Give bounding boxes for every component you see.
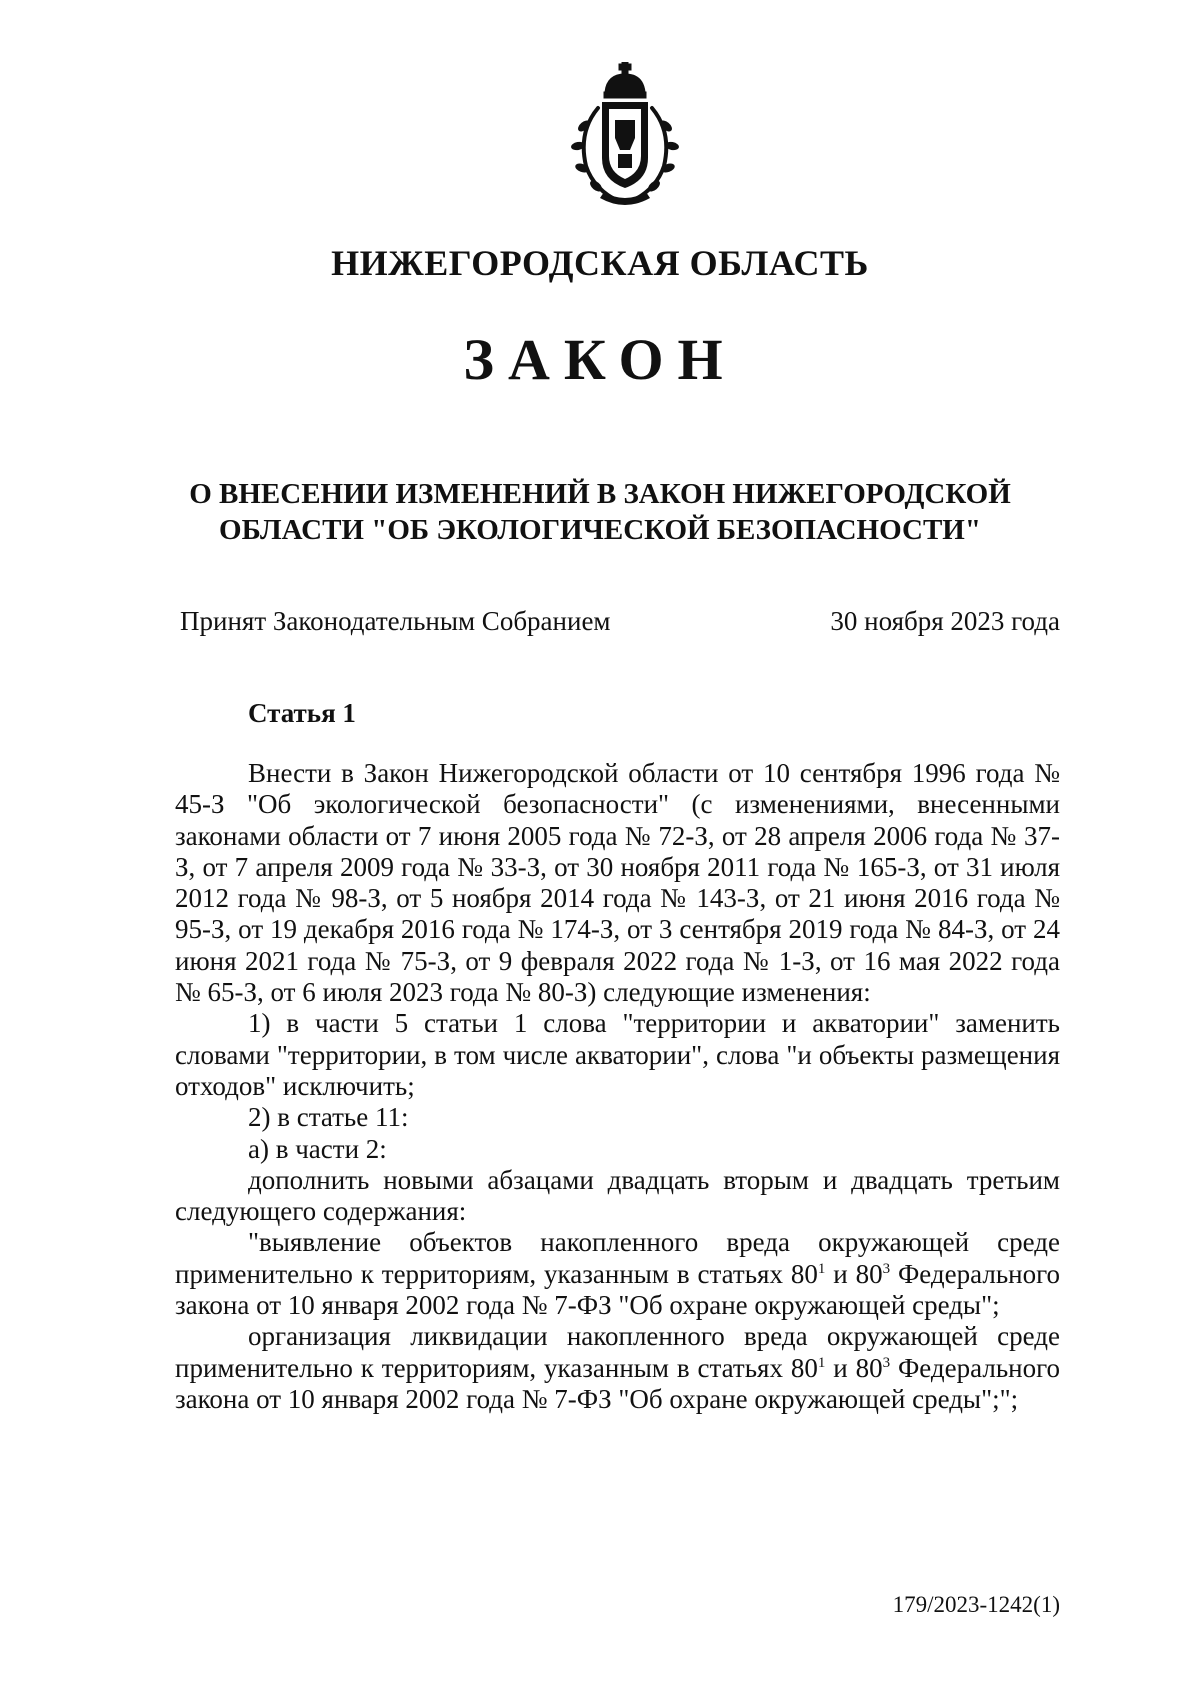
article-body bbox=[175, 758, 1060, 1415]
adoption-line bbox=[180, 606, 1060, 637]
amendment-item-2a-text: дополнить новыми абзацами двадцать вторым и двадцать третьим следующего содержания: bbox=[175, 1164, 1060, 1227]
document-type-heading: ЗАКОН bbox=[463, 327, 737, 392]
law-title: О ВНЕСЕНИИ ИЗМЕНЕНИЙ В ЗАКОН НИЖЕГОРОДСКОЙ ОБЛАСТИ "ОБ ЭКОЛОГИЧЕСКОЙ БЕЗОПАСНОСТИ" bbox=[189, 478, 1011, 546]
region-name: НИЖЕГОРОДСКАЯ ОБЛАСТЬ bbox=[331, 243, 869, 283]
quoted-paragraph-1: "выявление объектов накопленного вреда окружающей среде применительно к территориям, указанным в статьях $80^1$ и $80^3$ Федерального закона от 10 января 2002 года № 7-ФЗ "Об охране окружающей среды"; bbox=[175, 1227, 1061, 1321]
document-number: 179/2023-1242(1) bbox=[892, 1592, 1060, 1617]
adoption-date: 30 ноября 2023 года bbox=[830, 606, 1060, 636]
article-intro-paragraph: Внести в Закон Нижегородской области от 10 сентября 1996 года № 45-З "Об экологической безопасности" (с изменениями, внесенными законами области от 7 июня 2005 года № 72-З, от 28 апреля 2006 года № 37-З, от 7 апреля 2009 года № 33-З, от 30 ноября 2011 года № 165-З, от 31 июля 2012 года № 98-З, от 5 ноября 2014 года № 143-З, от 21 июня 2016 года № 95-З, от 19 декабря 2016 года № 174-З, от 3 сентября 2019 года № 84-З, от 24 июня 2021 года № 75-З, от 9 февраля 2022 года № 1-З, от 16 мая 2022 года № 65-З, от 6 июля 2023 года № 80-З) следующие изменения: bbox=[175, 758, 1060, 1008]
coat-of-arms-icon bbox=[560, 62, 690, 212]
adoption-label: Принят Законодательным Собранием bbox=[180, 606, 611, 636]
article-heading: Статья 1 bbox=[248, 698, 356, 728]
amendment-item-2: 2) в статье 11: bbox=[248, 1102, 409, 1133]
amendment-item-1: 1) в части 5 статьи 1 слова "территории и акватории" заменить словами "территории, в том числе акватории", слова "и объекты размещения отходов" исключить; bbox=[175, 1008, 1060, 1101]
quoted-paragraph-2: организация ликвидации накопленного вреда окружающей среде применительно к территориям, указанным в статьях $80^1$ и $80^3$ Федерального закона от 10 января 2002 года № 7-ФЗ "Об охране окружающей среды";"; bbox=[175, 1321, 1061, 1414]
amendment-item-2a: а) в части 2: bbox=[248, 1133, 387, 1164]
